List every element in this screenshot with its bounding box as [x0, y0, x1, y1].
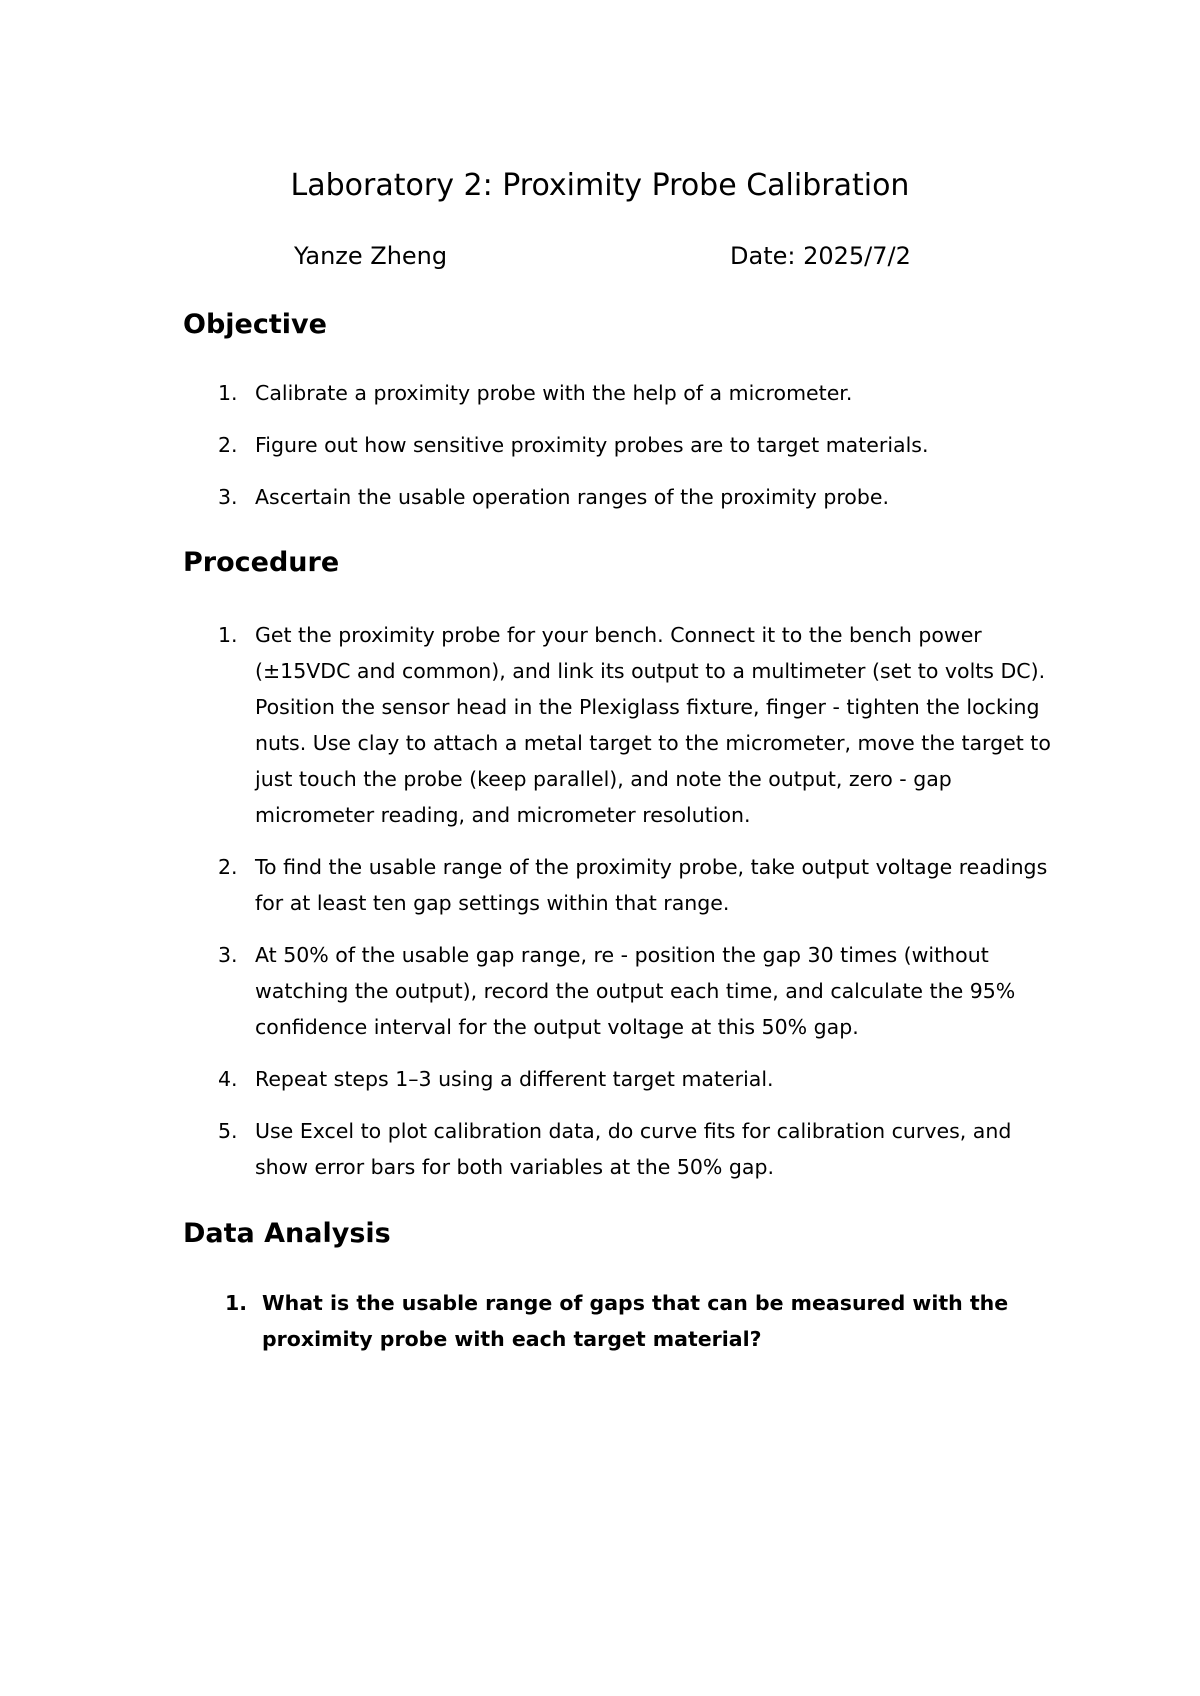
list-item: [183, 1061, 1053, 1097]
item-number: 1.: [218, 623, 238, 647]
date-value: 2025/7/2: [803, 242, 911, 270]
item-text: Calibrate a proximity probe with the help of a micrometer.: [255, 381, 853, 405]
item-text: Figure out how sensitive proximity probes are to target materials.: [255, 433, 929, 457]
item-number: 2.: [218, 855, 238, 879]
procedure-list: [183, 617, 1053, 1201]
item-number: 1.: [225, 1291, 248, 1315]
data-analysis-list: [190, 1285, 1040, 1357]
item-text: What is the usable range of gaps that can be measured with the proximity probe with each target material?: [262, 1291, 1009, 1351]
objective-list: [183, 375, 1033, 531]
item-text: At 50% of the usable gap range, re - position the gap 30 times (without watching the output), record the output each time, and calculate the 95% confidence interval for the output voltage at this 50% gap.: [255, 943, 1016, 1039]
item-number: 3.: [218, 943, 238, 967]
list-item: [190, 1285, 1040, 1357]
date-label: Date:: [730, 242, 796, 270]
page-title: Laboratory 2: Proximity Probe Calibration: [290, 168, 910, 203]
data-analysis-heading: Data Analysis: [183, 1218, 391, 1249]
item-number: 1.: [218, 381, 238, 405]
item-text: Ascertain the usable operation ranges of the proximity probe.: [255, 485, 889, 509]
list-item: [183, 375, 1033, 411]
item-text: To find the usable range of the proximity probe, take output voltage readings for at least ten gap settings within that range.: [255, 855, 1048, 915]
item-text: Use Excel to plot calibration data, do curve fits for calibration curves, and show error bars for both variables at the 50% gap.: [255, 1119, 1012, 1179]
list-item: [183, 427, 1033, 463]
item-number: 4.: [218, 1067, 238, 1091]
item-text: Get the proximity probe for your bench. Connect it to the bench power (±15VDC and common), and link its output to a multimeter (set to volts DC). Position the sensor head in the Plexiglass fixture, finger - tighten the locking nuts. Use clay to attach a metal target to the micrometer, move the target to just touch the probe (keep parallel), and note the output, zero - gap micrometer reading, and micrometer resolution.: [255, 623, 1051, 827]
procedure-heading: Procedure: [183, 547, 340, 578]
objective-heading: Objective: [183, 309, 327, 340]
item-number: 2.: [218, 433, 238, 457]
item-number: 3.: [218, 485, 238, 509]
list-item: [183, 849, 1053, 921]
list-item: [183, 479, 1033, 515]
list-item: [183, 1113, 1053, 1185]
item-text: Repeat steps 1–3 using a different target material.: [255, 1067, 774, 1091]
author-name: Yanze Zheng: [294, 242, 448, 270]
list-item: [183, 937, 1053, 1045]
item-number: 5.: [218, 1119, 238, 1143]
list-item: [183, 617, 1053, 833]
date-line: [730, 242, 911, 271]
